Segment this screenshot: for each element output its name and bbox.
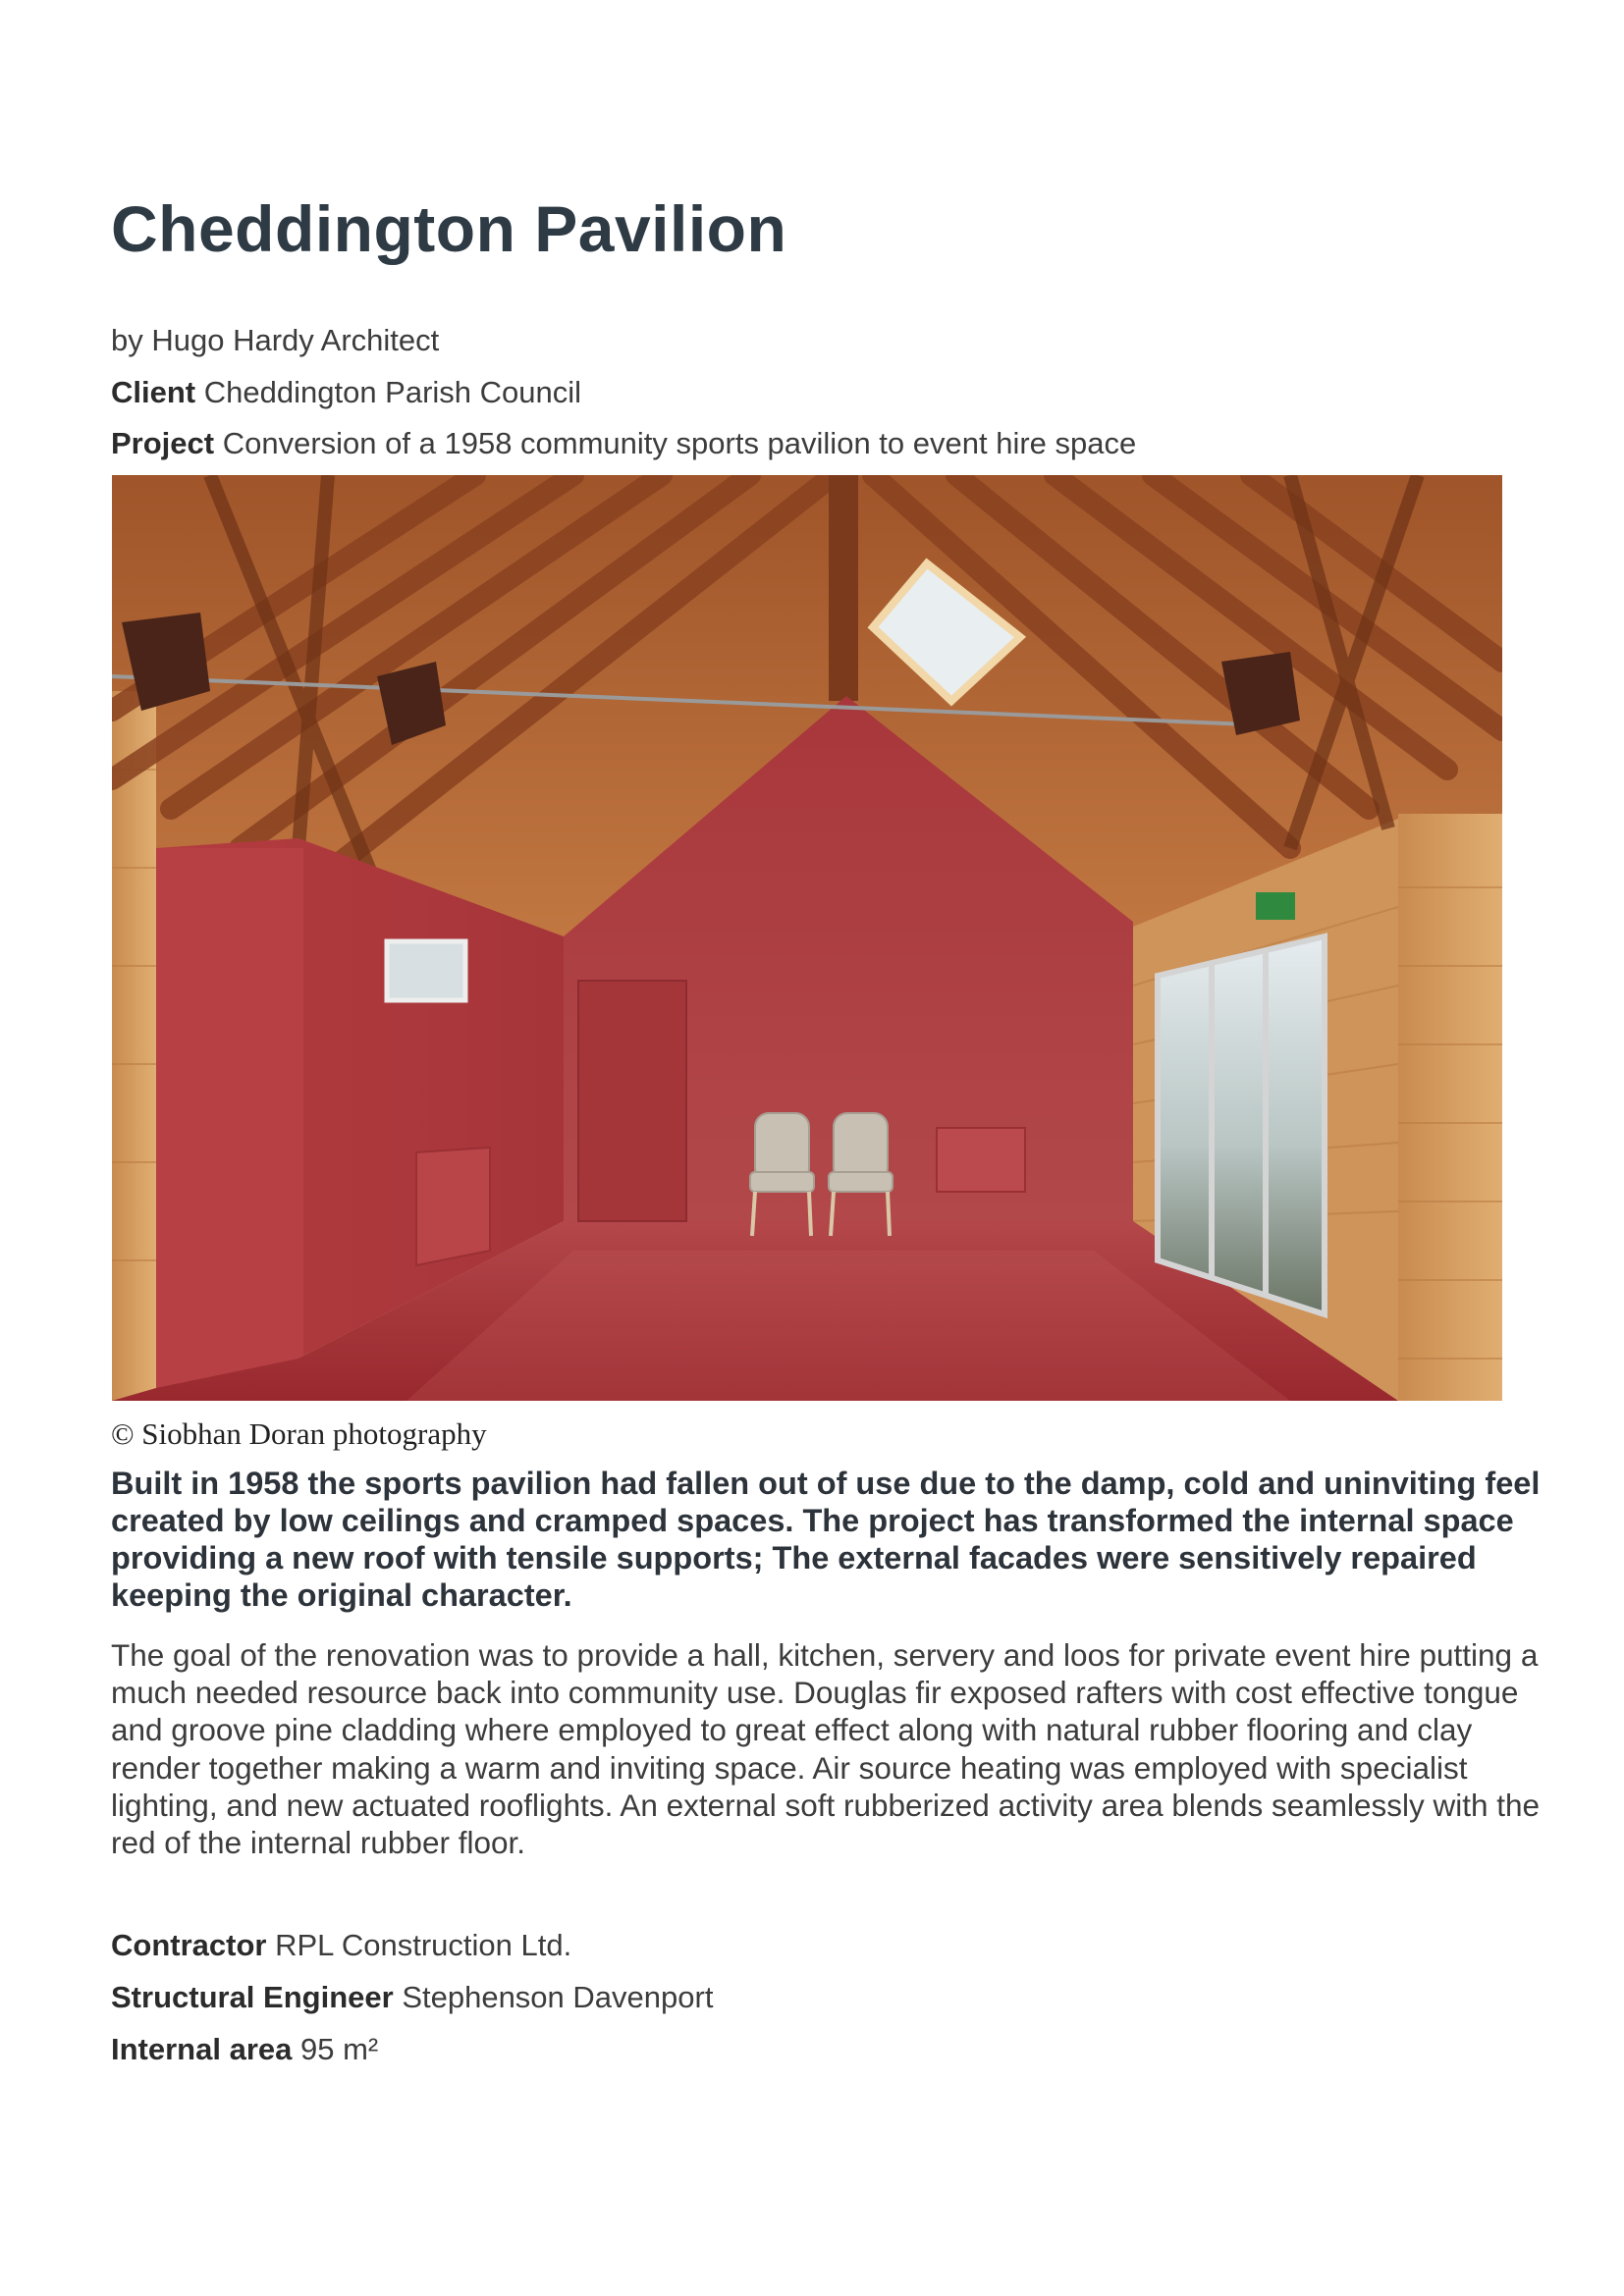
photo-credit: © Siobhan Doran photography xyxy=(111,1416,487,1451)
internal-area-value: 95 m² xyxy=(300,2032,379,2066)
project-label: Project xyxy=(111,426,215,460)
internal-area-label: Internal area xyxy=(111,2032,293,2066)
internal-area-line xyxy=(111,2031,378,2067)
contractor-label: Contractor xyxy=(111,1928,267,1962)
project-line xyxy=(111,425,1136,461)
page-title: Cheddington Pavilion xyxy=(111,192,787,265)
client-label: Client xyxy=(111,375,196,409)
interior-photo xyxy=(112,475,1502,1401)
structural-engineer-value: Stephenson Davenport xyxy=(402,1980,714,2014)
contractor-value: RPL Construction Ltd. xyxy=(275,1928,572,1962)
client-value: Cheddington Parish Council xyxy=(203,375,582,409)
contractor-line xyxy=(111,1927,571,1963)
lead-paragraph: Built in 1958 the sports pavilion had fallen out of use due to the damp, cold and uninviting feel created by low ceilings and cramped spaces. The project has transformed the internal space providing a new roof with tensile supports; The external facades were sensitively repaired keeping the original character. xyxy=(111,1466,1541,1613)
byline: by Hugo Hardy Architect xyxy=(111,323,440,357)
client-line xyxy=(111,374,581,410)
structural-engineer-line xyxy=(111,1979,713,2015)
body-paragraph: The goal of the renovation was to provide a hall, kitchen, servery and loos for private event hire putting a much needed resource back into community use. Douglas fir exposed rafters with cost effective tongue and groove pine cladding where employed to great effect along with natural rubber flooring and clay render together making a warm and inviting space. Air source heating was employed with specialist lighting, and new actuated rooflights. An external soft rubberized activity area blends seamlessly with the red of the internal rubber floor. xyxy=(111,1637,1541,1861)
structural-engineer-label: Structural Engineer xyxy=(111,1980,394,2014)
project-value: Conversion of a 1958 community sports pavilion to event hire space xyxy=(222,426,1137,460)
